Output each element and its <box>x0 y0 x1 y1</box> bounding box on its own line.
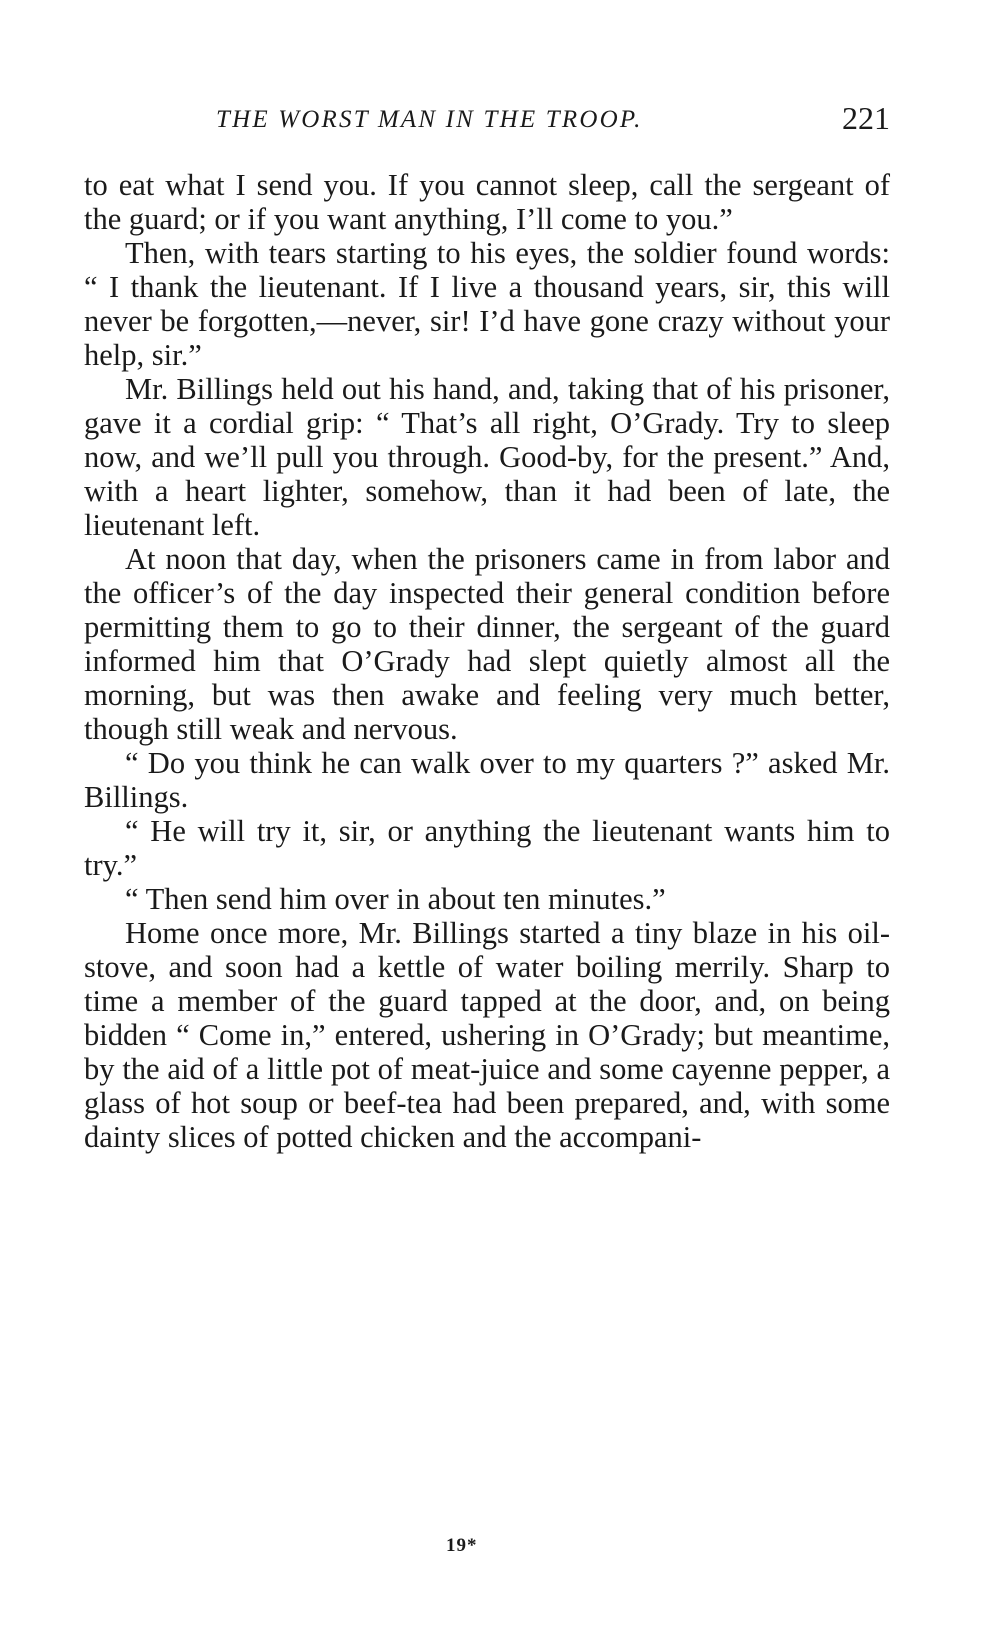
running-title: THE WORST MAN IN THE TROOP. <box>216 106 643 133</box>
paragraph: “ Do you think he can walk over to my quarters ?” asked Mr. Billings. <box>84 746 890 814</box>
paragraph: “ Then send him over in about ten minutes.” <box>125 882 666 916</box>
page-number: 221 <box>842 100 890 136</box>
paragraph: Then, with tears starting to his eyes, the soldier found words: “ I thank the lieutenant. If I live a thousand years, sir, this will never be forgotten,—never, sir! I’d have gone crazy without your help, sir.” <box>84 236 890 372</box>
paragraph: “ He will try it, sir, or anything the lieutenant wants him to try.” <box>84 814 890 882</box>
body-text <box>84 168 890 1154</box>
paragraph: Mr. Billings held out his hand, and, taking that of his prisoner, gave it a cordial grip: “ That’s all right, O’Grady. Try to sleep now, and we’ll pull you through. Good-by, for the present.” And, with a heart lighter, somehow, than it had been of late, the lieutenant left. <box>84 372 890 542</box>
signature-mark: 19* <box>446 1535 478 1556</box>
paragraph: Home once more, Mr. Billings started a tiny blaze in his oil-stove, and soon had a kettle of water boiling merrily. Sharp to time a member of the guard tapped at the door, and, on being bidden “ Come in,” entered, ushering in O’Grady; but meantime, by the aid of a little pot of meat-juice and some cayenne pepper, a glass of hot soup or beef-tea had been prepared, and, with some dainty slices of potted chicken and the accompani- <box>84 916 890 1154</box>
paragraph: At noon that day, when the prisoners came in from labor and the officer’s of the day inspected their general condition before permitting them to go to their dinner, the sergeant of the guard informed him that O’Grady had slept quietly almost all the morning, but was then awake and feeling very much better, though still weak and nervous. <box>84 542 890 746</box>
paragraph-continued: to eat what I send you. If you cannot sleep, call the sergeant of the guard; or if you want anything, I’ll come to you.” <box>84 168 890 236</box>
running-head <box>80 100 890 144</box>
